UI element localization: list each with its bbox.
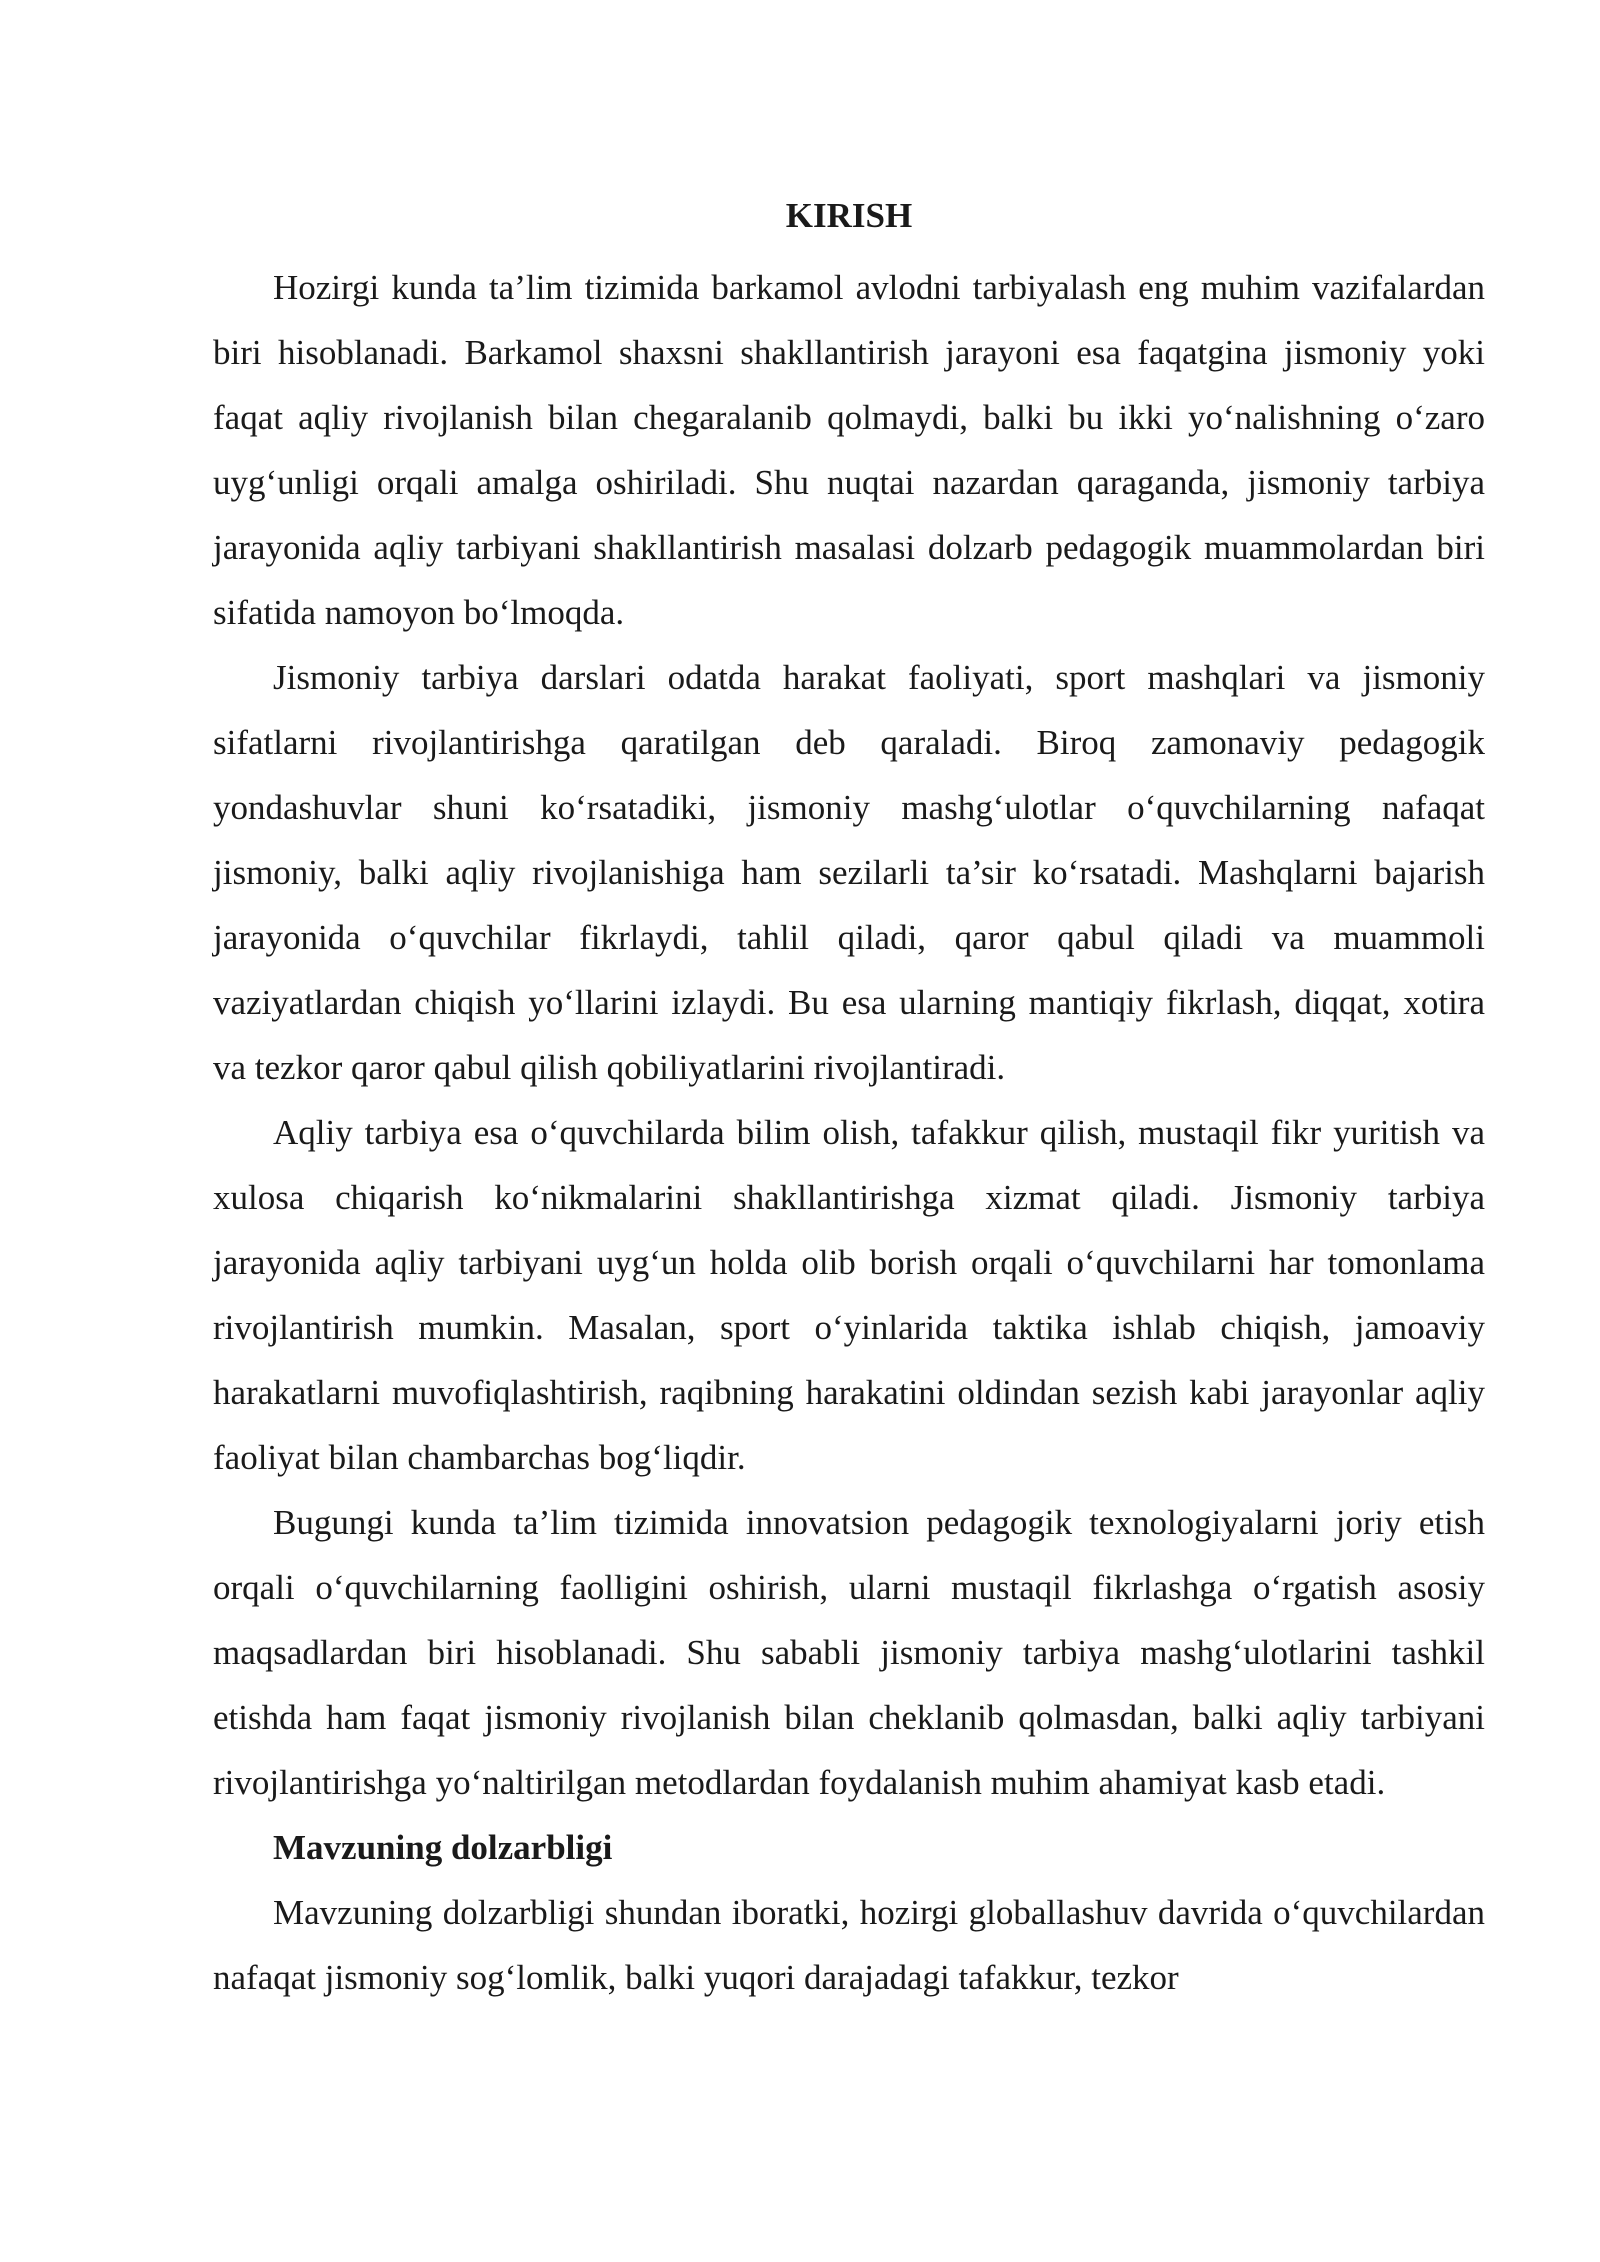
- section-paragraph: Mavzuning dolzarbligi shundan iboratki, hozirgi globallashuv davrida o‘quvchilardan nafaqat jismoniy sog‘lomlik, balki yuqori darajadagi tafakkur, tezkor: [213, 1893, 1485, 1997]
- paragraph-4: Bugungi kunda ta’lim tizimida innovatsion pedagogik texnologiyalarni joriy etish orqali o‘quvchilarning faolligini oshirish, ularni mustaqil fikrlashga o‘rgatish asosiy maqsadlardan biri hisoblanadi. Shu sababli jismoniy tarbiya mashg‘ulotlarini tashkil etishda ham faqat jismoniy rivojlanish bilan cheklanib qolmasdan, balki aqliy tarbiyani rivojlantirishga yo‘naltirilgan metodlardan foydalanish muhim ahamiyat kasb etadi.: [213, 1503, 1485, 1802]
- page-title: KIRISH: [785, 196, 913, 235]
- section-heading: Mavzuning dolzarbligi: [273, 1828, 613, 1867]
- document-page: [213, 190, 1485, 2010]
- paragraph-1: Hozirgi kunda ta’lim tizimida barkamol avlodni tarbiyalash eng muhim vazifalardan biri hisoblanadi. Barkamol shaxsni shakllantirish jarayoni esa faqatgina jismoniy yoki faqat aqliy rivojlanish bilan chegaralanib qolmaydi, balki bu ikki yo‘nalishning o‘zaro uyg‘unligi orqali amalga oshiriladi. Shu nuqtai nazardan qaraganda, jismoniy tarbiya jarayonida aqliy tarbiyani shakllantirish masalasi dolzarb pedagogik muammolardan biri sifatida namoyon bo‘lmoqda.: [213, 268, 1485, 632]
- paragraph-2: Jismoniy tarbiya darslari odatda harakat faoliyati, sport mashqlari va jismoniy sifatlarni rivojlantirishga qaratilgan deb qaraladi. Biroq zamonaviy pedagogik yondashuvlar shuni ko‘rsatadiki, jismoniy mashg‘ulotlar o‘quvchilarning nafaqat jismoniy, balki aqliy rivojlanishiga ham sezilarli ta’sir ko‘rsatadi. Mashqlarni bajarish jarayonida o‘quvchilar fikrlaydi, tahlil qiladi, qaror qabul qiladi va muammoli vaziyatlardan chiqish yo‘llarini izlaydi. Bu esa ularning mantiqiy fikrlash, diqqat, xotira va tezkor qaror qabul qilish qobiliyatlarini rivojlantiradi.: [213, 658, 1485, 1087]
- paragraph-3: Aqliy tarbiya esa o‘quvchilarda bilim olish, tafakkur qilish, mustaqil fikr yuritish va xulosa chiqarish ko‘nikmalarini shakllantirishga xizmat qiladi. Jismoniy tarbiya jarayonida aqliy tarbiyani uyg‘un holda olib borish orqali o‘quvchilarni har tomonlama rivojlantirish mumkin. Masalan, sport o‘yinlarida taktika ishlab chiqish, jamoaviy harakatlarni muvofiqlashtirish, raqibning harakatini oldindan sezish kabi jarayonlar aqliy faoliyat bilan chambarchas bog‘liqdir.: [213, 1113, 1485, 1477]
